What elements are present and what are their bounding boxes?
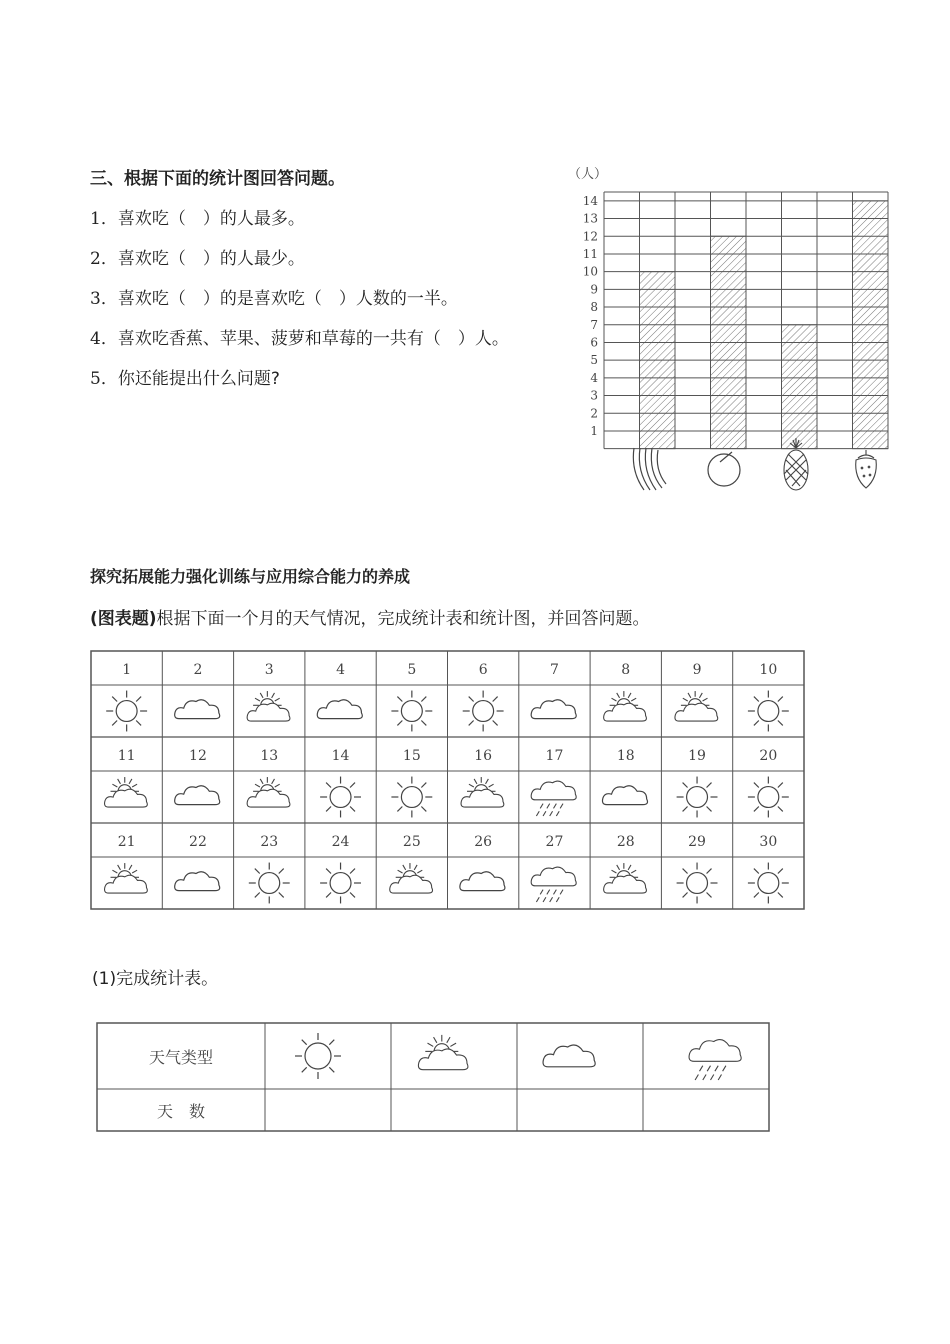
day-number: 11: [117, 748, 136, 764]
day-number: 12: [189, 748, 207, 764]
day-number: 21: [117, 834, 136, 850]
day-number: 25: [402, 834, 421, 850]
question-1: [90, 204, 305, 229]
day-number: 10: [759, 662, 778, 678]
y-tick-label: 12: [582, 229, 598, 244]
day-number: 22: [189, 834, 207, 850]
day-number: 3: [264, 662, 274, 678]
question-3: [90, 284, 458, 309]
explore-prompt: [90, 604, 650, 629]
y-tick-label: 13: [582, 211, 598, 226]
weather-type-label: 天气类型: [148, 1048, 214, 1067]
y-tick-label: 8: [590, 300, 598, 315]
y-axis-label: （人）: [568, 167, 608, 182]
question-5: [90, 364, 280, 389]
day-number: 9: [692, 662, 702, 678]
question-number: 1．: [90, 209, 118, 229]
day-number: 15: [402, 748, 421, 764]
y-tick-label: 2: [590, 406, 598, 421]
cloud-icon: [531, 700, 576, 719]
partly-cloudy-icon: [461, 777, 504, 807]
day-number: 1: [122, 662, 132, 678]
question-text: 喜欢吃香蕉、苹果、菠萝和草莓的一共有（ ）人。: [117, 329, 509, 349]
bar-pineapple: [782, 325, 818, 449]
subquestion-1: (1)完成统计表。: [92, 969, 219, 989]
y-tick-label: 14: [582, 193, 598, 208]
day-number: 8: [621, 662, 631, 678]
section3-title: 三、根据下面的统计图回答问题。: [90, 169, 345, 189]
day-number: 20: [759, 748, 778, 764]
y-tick-label: 4: [590, 370, 598, 385]
day-number: 23: [260, 834, 279, 850]
cloud-icon: [317, 700, 362, 719]
day-number: 16: [474, 748, 493, 764]
weather-calendar: [88, 648, 806, 928]
partly-cloudy-icon: [105, 863, 148, 893]
partly-cloudy-icon: [247, 777, 290, 807]
question-text: 你还能提出什么问题?: [117, 369, 280, 389]
sun-icon: [320, 777, 361, 818]
rain-icon: [531, 781, 576, 816]
day-number: 14: [331, 748, 350, 764]
fruit-bar-chart: [560, 158, 900, 503]
day-number: 29: [688, 834, 706, 850]
partly-cloudy-icon: [418, 1035, 468, 1070]
question-number: 2．: [90, 249, 118, 269]
sun-icon: [391, 691, 432, 732]
sun-icon: [748, 863, 789, 904]
cloud-icon: [175, 700, 220, 719]
cloud-icon: [543, 1045, 595, 1067]
day-number: 19: [688, 748, 706, 764]
day-number: 4: [336, 662, 346, 678]
partly-cloudy-icon: [390, 863, 433, 893]
y-tick-label: 3: [590, 388, 598, 403]
y-tick-label: 9: [590, 282, 598, 297]
question-number: 3．: [90, 289, 118, 309]
partly-cloudy-icon: [675, 691, 718, 721]
y-tick-label: 10: [582, 264, 598, 279]
day-number: 24: [331, 834, 350, 850]
sun-icon: [748, 777, 789, 818]
rain-icon: [689, 1040, 741, 1080]
cloud-icon: [460, 872, 505, 891]
y-tick-label: 1: [590, 423, 598, 438]
day-number: 28: [616, 834, 635, 850]
y-tick-label: 11: [582, 246, 598, 261]
partly-cloudy-icon: [247, 691, 290, 721]
sun-icon: [677, 777, 718, 818]
day-number: 6: [478, 662, 488, 678]
cloud-icon: [175, 786, 220, 805]
apple-icon: [708, 452, 740, 486]
cloud-icon: [602, 786, 647, 805]
y-tick-label: 7: [590, 317, 598, 332]
partly-cloudy-icon: [105, 777, 148, 807]
sun-icon: [320, 863, 361, 904]
day-number: 17: [545, 748, 564, 764]
y-tick-label: 6: [590, 335, 598, 350]
day-number: 2: [193, 662, 203, 678]
sun-icon: [677, 863, 718, 904]
question-text: 喜欢吃（ ）的人最少。: [117, 249, 305, 269]
day-number: 26: [474, 834, 493, 850]
partly-cloudy-icon: [604, 691, 647, 721]
prompt-text: 根据下面一个月的天气情况，完成统计表和统计图，并回答问题。: [156, 609, 650, 629]
rain-icon: [531, 867, 576, 902]
sun-icon: [391, 777, 432, 818]
banana-icon: [633, 448, 666, 490]
sun-icon: [748, 691, 789, 732]
question-number: 5．: [90, 369, 118, 389]
day-number: 7: [549, 662, 559, 678]
day-number: 5: [407, 662, 417, 678]
partly-cloudy-icon: [604, 863, 647, 893]
day-number: 30: [759, 834, 778, 850]
days-label: 天 数: [156, 1102, 206, 1121]
question-2: [90, 244, 305, 269]
cloud-icon: [175, 872, 220, 891]
question-number: 4．: [90, 329, 118, 349]
sun-icon: [295, 1033, 341, 1079]
explore-title: 探究拓展能力强化训练与应用综合能力的养成: [90, 567, 411, 586]
strawberry-icon: [856, 450, 877, 488]
question-text: 喜欢吃（ ）的是喜欢吃（ ）人数的一半。: [117, 289, 458, 309]
day-number: 27: [545, 834, 564, 850]
day-number: 18: [616, 748, 635, 764]
sun-icon: [106, 691, 147, 732]
question-4: [90, 324, 509, 349]
sun-icon: [463, 691, 504, 732]
y-tick-label: 5: [590, 353, 598, 368]
prompt-tag: (图表题): [90, 609, 157, 629]
weather-stats-table: [94, 1020, 774, 1136]
question-text: 喜欢吃（ ）的人最多。: [117, 209, 305, 229]
sun-icon: [249, 863, 290, 904]
day-number: 13: [260, 748, 279, 764]
